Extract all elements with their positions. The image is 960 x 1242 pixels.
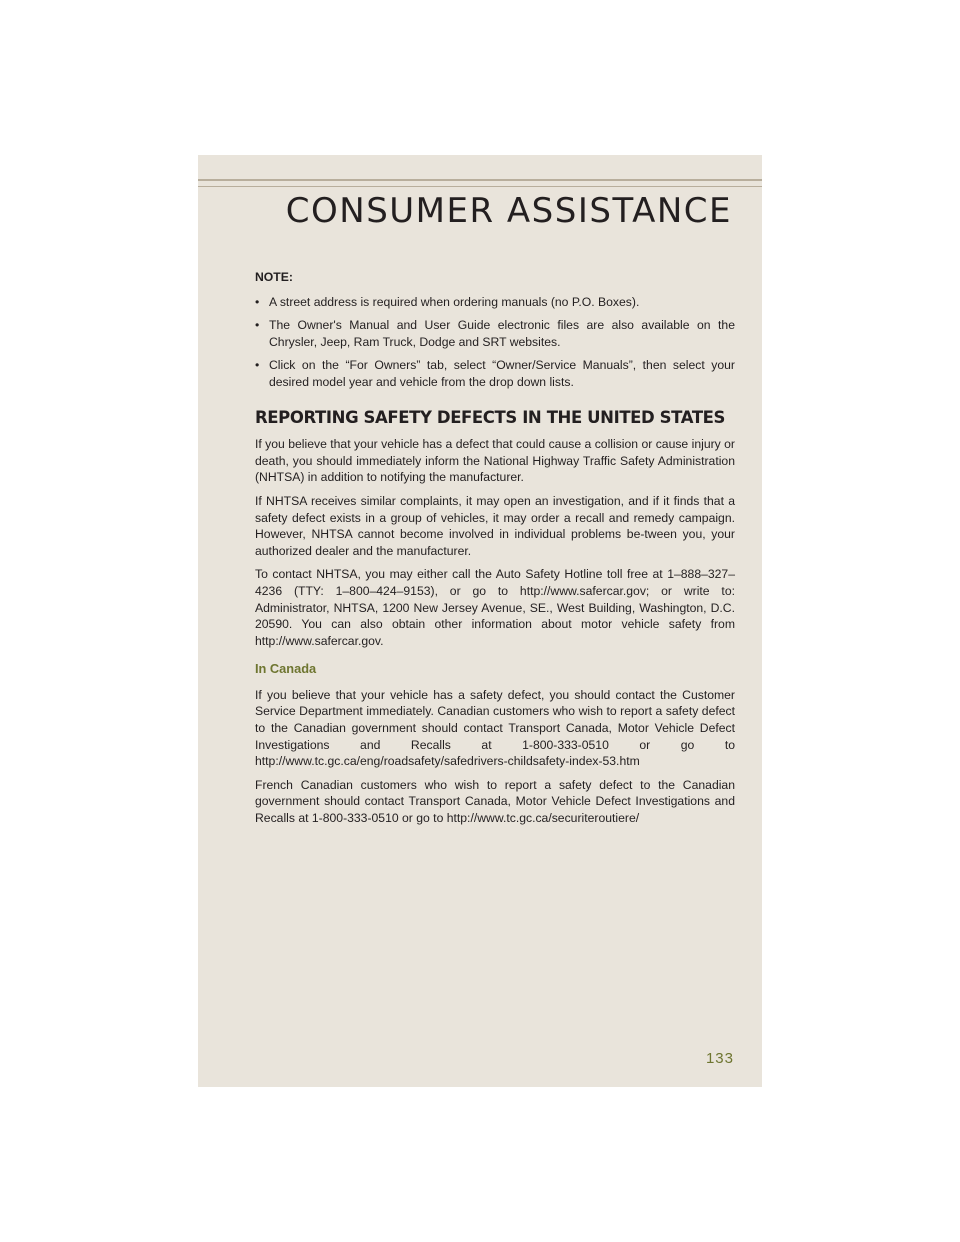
header-rule-thin [198, 186, 762, 187]
us-paragraph: If you believe that your vehicle has a defect that could cause a collision or cause injury or death, you should immediately inform the National Highway Traffic Safety Administration (NHTSA) in addition to notifying the manufacturer. [255, 437, 735, 485]
list-item [255, 294, 735, 311]
page-content [255, 269, 735, 834]
us-section-heading: REPORTING SAFETY DEFECTS IN THE UNITED STATES [255, 407, 726, 427]
section-title: CONSUMER ASSISTANCE [285, 191, 732, 231]
canada-paragraph: French Canadian customers who wish to report a safety defect to the Canadian government should contact Transport Canada, Motor Vehicle Defect Investigations and Recalls at 1-800-333-0510 or go to http://www.tc.gc.ca/securiteroutiere/ [255, 777, 735, 826]
note-list [255, 294, 735, 391]
canada-section-heading: In Canada [255, 661, 317, 677]
list-item [255, 317, 735, 350]
note-text: A street address is required when ordering manuals (no P.O. Boxes). [269, 294, 640, 309]
list-item [255, 357, 735, 390]
note-label: NOTE: [255, 270, 293, 284]
header-rule-thick [198, 179, 762, 181]
page-number: 133 [705, 1050, 734, 1067]
canada-paragraph: If you believe that your vehicle has a safety defect, you should contact the Customer Service Department immediately. Canadian customers who wish to report a safety defect to the Canadian government should contact Transport Canada, Motor Vehicle Defect Investigations and Recalls at 1-800-333-0510 or go to http://www.tc.gc.ca/eng/roadsafety/safedrivers-childsafety-index-53.htm [255, 687, 735, 769]
bullet-icon: • [255, 294, 260, 309]
note-text: Click on the “For Owners” tab, select “Owner/Service Manuals”, then select your desired model year and vehicle from the drop down lists. [269, 358, 735, 389]
note-text: The Owner's Manual and User Guide electronic files are also available on the Chrysler, Jeep, Ram Truck, Dodge and SRT websites. [269, 318, 735, 349]
bullet-icon: • [255, 318, 260, 333]
us-paragraph: To contact NHTSA, you may either call the Auto Safety Hotline toll free at 1–888–327–4236 (TTY: 1–800–424–9153), or go to http://www.safercar.gov; or write to: Administrator, NHTSA, 1200 New Jersey Avenue, SE., West Building, Washington, D.C. 20590. You can also obtain other information about motor vehicle safety from http://www.safercar.gov. [255, 567, 735, 648]
bullet-icon: • [255, 358, 260, 373]
us-paragraph: If NHTSA receives similar complaints, it may open an investigation, and if it finds that a safety defect exists in a group of vehicles, it may order a recall and remedy campaign. However, NHTSA cannot become involved in individual problems be-tween you, your authorized dealer and the manufacturer. [255, 493, 735, 558]
manual-page [198, 155, 762, 1087]
